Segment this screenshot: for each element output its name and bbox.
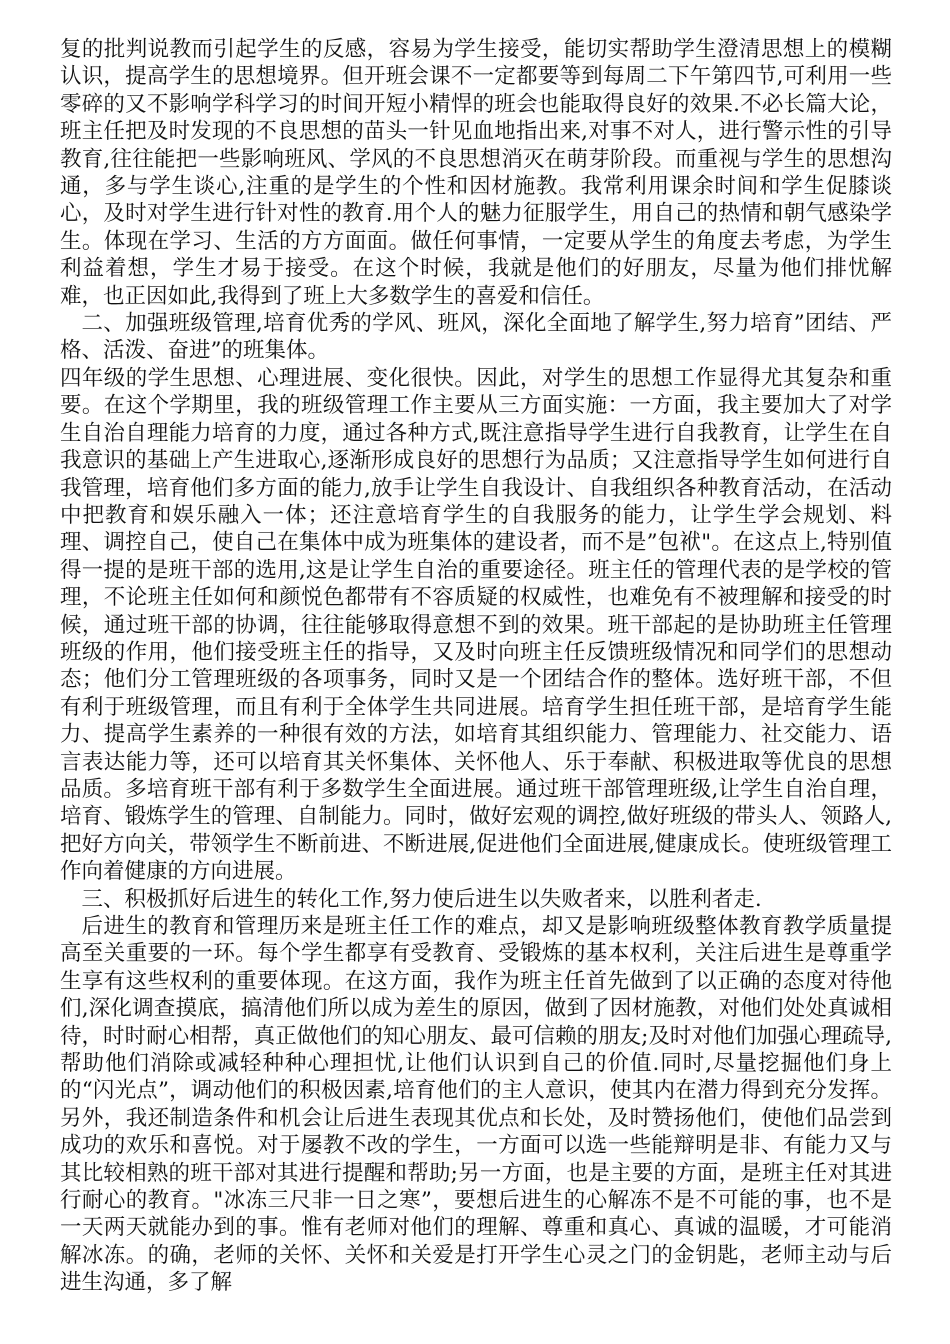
section-heading-2: 二、加强班级管理,培育优秀的学风、班风，深化全面地了解学生,努力培育”团结、严格、活泼、奋进”的班集体。 bbox=[60, 311, 892, 364]
section-heading-3: 三、积极抓好后进生的转化工作,努力使后进生以失败者来，以胜利者走. bbox=[81, 886, 762, 912]
body-paragraph-class-management: 四年级的学生思想、心理进展、变化很快。因此，对学生的思想工作显得尤其复杂和重要。在这个学期里，我的班级管理工作主要从三方面实施：一方面，我主要加大了对学生自治自理能力培育的力度，通过各种方式,既注意指导学生进行自我教育，让学生在自我意识的基础上产生进取心,逐渐形成良好的思想行为品质；又注意指导学生如何进行自我管理，培育他们多方面的能力,放手让学生自我设计、自我组织各种教育活动，在活动中把教育和娱乐融入一体；还注意培育学生的自我服务的能力，让学生学会规划、料理、调控自己，使自己在集体中成为班集体的建设者，而不是”包袱"。在这点上,特别值得一提的是班干部的选用,这是让学生自治的重要途径。班主任的管理代表的是学校的管理，不论班主任如何和颜悦色都带有不容质疑的权威性，也难免有不被理解和接受的时候，通过班干部的协调，往往能够取得意想不到的效果。班干部起的是协助班主任管理班级的作用，他们接受班主任的指导，又及时向班主任反馈班级情况和同学们的思想动态；他们分工管理班级的各项事务，同时又是一个团结合作的整体。选好班干部，不但有利于班级管理，而且有利于全体学生共同进展。培育学生担任班干部，是培育学生能力、提高学生素养的一种很有效的方法，如培育其组织能力、管理能力、社交能力、语言表达能力等，还可以培育其关怀集体、关怀他人、乐于奉献、积极进取等优良的思想品质。多培育班干部有利于多数学生全面进展。通过班干部管理班级,让学生自治自理，培育、锻炼学生的管理、自制能力。同时，做好宏观的调控,做好班级的带头人、领路人,把好方向关，带领学生不断前进、不断进展,促进他们全面进展,健康成长。使班级管理工作向着健康的方向进展。 bbox=[60, 365, 892, 885]
document-page bbox=[60, 36, 892, 1326]
body-paragraph-underachievers: 后进生的教育和管理历来是班主任工作的难点，却又是影响班级整体教育教学质量提高至关重要的一环。每个学生都享有受教育、受锻炼的基本权利，关注后进生是尊重学生享有这些权利的重要体现。在这方面，我作为班主任首先做到了以正确的态度对待他们,深化调查摸底，搞清他们所以成为差生的原因，做到了因材施教，对他们处处真诚相待，时时耐心相帮，真正做他们的知心朋友、最可信赖的朋友;及时对他们加强心理疏导,帮助他们消除或减轻种种心理担忧,让他们认识到自己的价值.同时,尽量挖掘他们身上的“闪光点”，调动他们的积极因素,培育他们的主人意识，使其内在潜力得到充分发挥。另外，我还制造条件和机会让后进生表现其优点和长处，及时赞扬他们，使他们品尝到成功的欢乐和喜悦。对于屡教不改的学生，一方面可以选一些能辩明是非、有能力又与其比较相熟的班干部对其进行提醒和帮助;另一方面，也是主要的方面，是班主任对其进行耐心的教育。"冰冻三尺非一日之寒”，要想后进生的心解冻不是不可能的事，也不是一天两天就能办到的事。惟有老师对他们的理解、尊重和真心、真诚的温暖，才可能消解冰冻。的确，老师的关怀、关怀和关爱是打开学生心灵之门的金钥匙，老师主动与后进生沟通，多了解 bbox=[60, 914, 892, 1296]
body-paragraph-intro: 复的批判说教而引起学生的反感，容易为学生接受，能切实帮助学生澄清思想上的模糊认识，提高学生的思想境界。但开班会课不一定都要等到每周二下午第四节,可利用一些零碎的又不影响学科学习的时间开短小精悍的班会也能取得良好的效果.不必长篇大论，班主任把及时发现的不良思想的苗头一针见血地指出来,对事不对人，进行警示性的引导教育,往往能把一些影响班风、学风的不良思想消灭在萌芽阶段。而重视与学生的思想沟通，多与学生谈心,注重的是学生的个性和因材施教。我常利用课余时间和学生促膝谈心，及时对学生进行针对性的教育.用个人的魅力征服学生，用自己的热情和朝气感染学生。体现在学习、生活的方方面面。做任何事情，一定要从学生的角度去考虑，为学生利益着想，学生才易于接受。在这个时候，我就是他们的好朋友，尽量为他们排忧解难，也正因如此,我得到了班上大多数学生的喜爱和信任。 bbox=[60, 37, 892, 309]
